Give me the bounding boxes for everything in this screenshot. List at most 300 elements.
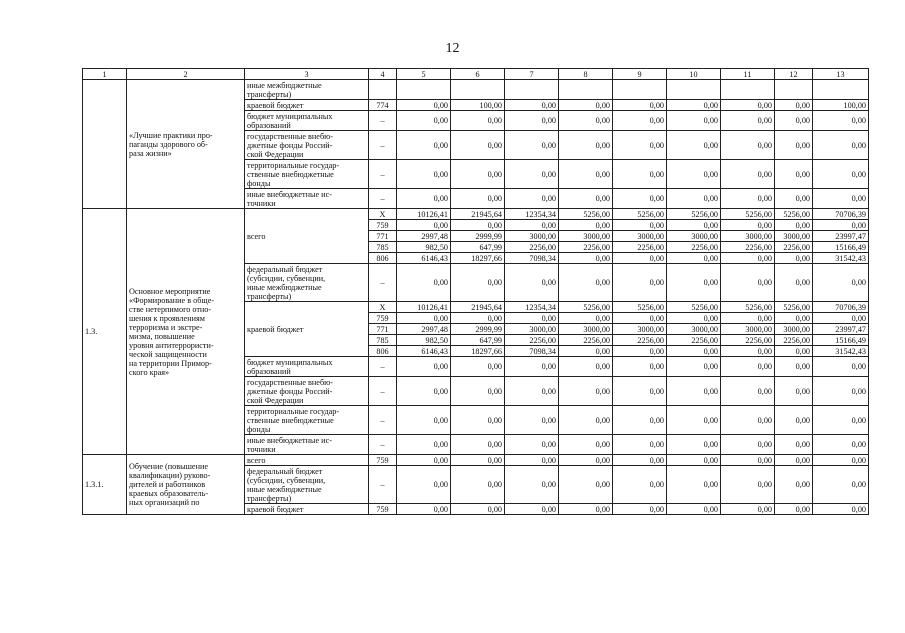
value-cell xyxy=(813,189,869,209)
value-cell xyxy=(813,406,869,435)
value-cell-text: 10126,41 xyxy=(417,302,448,312)
value-cell xyxy=(451,302,505,313)
value-cell xyxy=(667,209,721,220)
value-cell-text: 100,00 xyxy=(479,100,502,110)
value-cell xyxy=(667,313,721,324)
value-cell xyxy=(451,220,505,231)
value-cell-text: 0,00 xyxy=(795,253,810,263)
item-title-text: Основное мероприятие «Формирование в обще- стве нетерпимого отно- шения к проявлениям терроризма и экстре- мизма, повышение уровня антитеррористи- ческой защищенности на территории Примор- ского края» xyxy=(129,286,215,377)
value-cell xyxy=(667,406,721,435)
value-cell xyxy=(559,189,613,209)
value-cell xyxy=(721,324,775,335)
value-cell-text: 0,00 xyxy=(487,504,502,514)
column-header-text: 13 xyxy=(836,69,845,79)
value-cell xyxy=(559,346,613,357)
value-cell xyxy=(775,231,813,242)
value-cell-text: 18297,66 xyxy=(471,346,502,356)
value-cell-text: 5256,00 xyxy=(583,302,610,312)
value-cell xyxy=(397,220,451,231)
item-number xyxy=(83,209,127,455)
value-cell xyxy=(813,100,869,111)
value-cell-text: 0,00 xyxy=(851,116,866,125)
value-cell-text: 0,00 xyxy=(703,362,718,371)
value-cell xyxy=(775,209,813,220)
value-cell xyxy=(721,220,775,231)
value-cell xyxy=(721,357,775,377)
value-cell xyxy=(451,504,505,515)
value-cell-text: 0,00 xyxy=(795,140,810,150)
funding-source xyxy=(245,406,369,435)
table-row xyxy=(83,209,869,220)
value-cell xyxy=(813,346,869,357)
value-cell-text: 0,00 xyxy=(487,278,502,287)
value-cell xyxy=(775,377,813,406)
budget-code xyxy=(369,435,397,455)
value-cell xyxy=(613,209,667,220)
value-cell-text: 12354,34 xyxy=(525,209,556,219)
column-header xyxy=(505,69,559,80)
value-cell xyxy=(451,406,505,435)
value-cell-text: 0,00 xyxy=(757,362,772,371)
value-cell-text: 0,00 xyxy=(595,313,610,323)
value-cell-text: 3000,00 xyxy=(745,324,772,334)
value-cell-text: 0,00 xyxy=(595,278,610,287)
value-cell-text: 0,00 xyxy=(433,440,448,449)
value-cell-text: 2256,00 xyxy=(529,335,556,345)
column-header xyxy=(83,69,127,80)
value-cell xyxy=(451,324,505,335)
value-cell-text: 0,00 xyxy=(795,169,810,179)
value-cell-text: 31542,43 xyxy=(835,253,866,263)
value-cell xyxy=(667,231,721,242)
value-cell xyxy=(667,357,721,377)
value-cell xyxy=(813,313,869,324)
value-cell xyxy=(775,80,813,100)
value-cell-text: 0,00 xyxy=(795,362,810,371)
funding-source-text: краевой бюджет xyxy=(247,100,304,110)
value-cell xyxy=(721,504,775,515)
value-cell xyxy=(667,111,721,131)
budget-code-text: 774 xyxy=(376,100,389,110)
value-cell-text: 0,00 xyxy=(433,455,448,465)
value-cell xyxy=(667,377,721,406)
value-cell-text: 0,00 xyxy=(795,480,810,489)
budget-code-text: 806 xyxy=(376,253,389,263)
value-cell-text: 0,00 xyxy=(649,504,664,514)
value-cell xyxy=(775,100,813,111)
budget-code-text: 759 xyxy=(376,220,389,230)
value-cell xyxy=(559,264,613,302)
value-cell-text: 3000,00 xyxy=(783,324,810,334)
value-cell xyxy=(505,324,559,335)
funding-source xyxy=(245,189,369,209)
value-cell xyxy=(613,220,667,231)
funding-source xyxy=(245,160,369,189)
value-cell xyxy=(505,111,559,131)
funding-source-text: федеральный бюджет (субсидии, субвенции, иные межбюджетные трансферты) xyxy=(247,264,326,301)
value-cell-text: 0,00 xyxy=(757,194,772,203)
value-cell xyxy=(667,100,721,111)
funding-source-text: иные внебюджетные ис- точники xyxy=(247,435,332,454)
budget-code xyxy=(369,111,397,131)
value-cell-text: 0,00 xyxy=(703,116,718,125)
value-cell-text: 3000,00 xyxy=(783,231,810,241)
value-cell-text: 0,00 xyxy=(487,386,502,396)
value-cell-text: 21945,64 xyxy=(471,209,502,219)
value-cell-text: 0,00 xyxy=(649,140,664,150)
value-cell-text: 0,00 xyxy=(757,116,772,125)
funding-source-text: иные межбюджетные трансферты) xyxy=(247,80,322,99)
value-cell-text: 0,00 xyxy=(433,504,448,514)
value-cell-text: 2256,00 xyxy=(583,242,610,252)
value-cell xyxy=(505,504,559,515)
value-cell xyxy=(559,160,613,189)
value-cell xyxy=(397,111,451,131)
value-cell-text: 0,00 xyxy=(795,386,810,396)
value-cell xyxy=(775,455,813,466)
value-cell-text: 0,00 xyxy=(703,100,718,110)
value-cell-text: 3000,00 xyxy=(745,231,772,241)
value-cell-text: 0,00 xyxy=(541,440,556,449)
value-cell xyxy=(451,253,505,264)
value-cell xyxy=(397,406,451,435)
column-header xyxy=(813,69,869,80)
value-cell xyxy=(721,189,775,209)
value-cell xyxy=(721,346,775,357)
budget-code-text: – xyxy=(380,116,385,125)
value-cell xyxy=(613,253,667,264)
value-cell-text: 0,00 xyxy=(649,346,664,356)
value-cell xyxy=(451,100,505,111)
value-cell-text: 0,00 xyxy=(595,169,610,179)
value-cell xyxy=(559,220,613,231)
value-cell xyxy=(721,253,775,264)
value-cell-text: 0,00 xyxy=(649,169,664,179)
funding-source-text: иные внебюджетные ис- точники xyxy=(247,189,332,208)
value-cell xyxy=(813,504,869,515)
funding-source-text: федеральный бюджет (субсидии, субвенции, иные межбюджетные трансферты) xyxy=(247,466,326,503)
value-cell xyxy=(397,455,451,466)
column-header-text: 2 xyxy=(183,69,188,79)
value-cell-text: 0,00 xyxy=(795,415,810,425)
value-cell xyxy=(559,131,613,160)
value-cell xyxy=(813,131,869,160)
value-cell xyxy=(451,189,505,209)
value-cell-text: 0,00 xyxy=(757,100,772,110)
column-header xyxy=(667,69,721,80)
page-number: 12 xyxy=(445,41,460,56)
column-header-text: 1 xyxy=(102,69,107,79)
funding-source xyxy=(245,131,369,160)
value-cell-text: 70706,39 xyxy=(835,209,866,219)
value-cell xyxy=(613,324,667,335)
value-cell-text: 0,00 xyxy=(595,220,610,230)
budget-code xyxy=(369,253,397,264)
budget-code xyxy=(369,220,397,231)
value-cell-text: 0,00 xyxy=(703,386,718,396)
value-cell xyxy=(667,189,721,209)
value-cell-text: 0,00 xyxy=(649,415,664,425)
funding-source-text: территориальные государ- ственные внебюджетные фонды xyxy=(247,160,340,188)
value-cell-text: 0,00 xyxy=(703,253,718,263)
table-row xyxy=(83,455,869,466)
value-cell xyxy=(559,455,613,466)
value-cell xyxy=(813,231,869,242)
value-cell xyxy=(397,231,451,242)
value-cell xyxy=(613,100,667,111)
value-cell-text: 0,00 xyxy=(433,140,448,150)
column-header-text: 10 xyxy=(689,69,698,79)
value-cell xyxy=(813,455,869,466)
value-cell-text: 0,00 xyxy=(595,415,610,425)
value-cell xyxy=(613,313,667,324)
value-cell-text: 3000,00 xyxy=(691,324,718,334)
value-cell-text: 0,00 xyxy=(487,440,502,449)
value-cell-text: 0,00 xyxy=(851,140,866,150)
value-cell-text: 982,50 xyxy=(425,335,448,345)
value-cell-text: 0,00 xyxy=(433,386,448,396)
value-cell-text: 18297,66 xyxy=(471,253,502,263)
item-title-text: «Лучшие практики про- паганды здорового об- раза жизни» xyxy=(129,130,213,158)
value-cell xyxy=(613,406,667,435)
value-cell-text: 0,00 xyxy=(487,313,502,323)
value-cell xyxy=(813,264,869,302)
column-header-text: 6 xyxy=(475,69,480,79)
value-cell-text: 2256,00 xyxy=(529,242,556,252)
value-cell-text: 0,00 xyxy=(649,100,664,110)
value-cell-text: 0,00 xyxy=(595,346,610,356)
budget-code-text: – xyxy=(380,415,385,425)
value-cell xyxy=(451,160,505,189)
funding-source-text: всего xyxy=(247,231,266,241)
budget-code-text: Х xyxy=(379,209,386,219)
funding-source xyxy=(245,504,369,515)
value-cell-text: 6146,43 xyxy=(421,346,448,356)
value-cell xyxy=(667,335,721,346)
budget-code xyxy=(369,80,397,100)
budget-code xyxy=(369,324,397,335)
value-cell xyxy=(559,302,613,313)
budget-code xyxy=(369,455,397,466)
value-cell-text: 0,00 xyxy=(595,253,610,263)
value-cell-text: 0,00 xyxy=(595,194,610,203)
budget-code xyxy=(369,131,397,160)
value-cell-text: 0,00 xyxy=(541,194,556,203)
budget-code xyxy=(369,357,397,377)
column-header-text: 11 xyxy=(743,69,752,79)
value-cell xyxy=(613,80,667,100)
value-cell xyxy=(721,160,775,189)
value-cell-text: 2999,99 xyxy=(475,324,502,334)
value-cell xyxy=(721,209,775,220)
value-cell-text: 0,00 xyxy=(595,480,610,489)
value-cell xyxy=(667,242,721,253)
value-cell-text: 0,00 xyxy=(851,504,866,514)
value-cell-text: 0,00 xyxy=(649,220,664,230)
value-cell xyxy=(813,80,869,100)
value-cell-text: 70706,39 xyxy=(835,302,866,312)
value-cell xyxy=(813,377,869,406)
value-cell xyxy=(451,313,505,324)
value-cell-text: 0,00 xyxy=(649,480,664,489)
value-cell xyxy=(613,111,667,131)
value-cell-text: 0,00 xyxy=(795,455,810,465)
value-cell xyxy=(397,209,451,220)
value-cell-text: 0,00 xyxy=(757,440,772,449)
item-title xyxy=(127,80,245,209)
value-cell-text: 5256,00 xyxy=(691,209,718,219)
value-cell xyxy=(775,406,813,435)
budget-code xyxy=(369,189,397,209)
funding-source xyxy=(245,302,369,357)
value-cell xyxy=(813,209,869,220)
value-cell-text: 0,00 xyxy=(795,440,810,449)
budget-code xyxy=(369,346,397,357)
value-cell-text: 0,00 xyxy=(757,346,772,356)
value-cell-text: 0,00 xyxy=(595,100,610,110)
value-cell xyxy=(505,160,559,189)
value-cell xyxy=(721,242,775,253)
value-cell xyxy=(721,80,775,100)
value-cell xyxy=(813,160,869,189)
value-cell xyxy=(775,131,813,160)
value-cell-text: 0,00 xyxy=(851,313,866,323)
value-cell-text: 0,00 xyxy=(433,362,448,371)
value-cell xyxy=(775,435,813,455)
budget-code-text: 759 xyxy=(376,504,389,514)
value-cell-text: 0,00 xyxy=(851,220,866,230)
value-cell-text: 23997,47 xyxy=(835,324,866,334)
value-cell xyxy=(451,357,505,377)
value-cell xyxy=(813,324,869,335)
value-cell xyxy=(505,466,559,504)
column-header xyxy=(451,69,505,80)
value-cell-text: 0,00 xyxy=(433,220,448,230)
column-header-text: 9 xyxy=(637,69,642,79)
value-cell-text: 0,00 xyxy=(541,100,556,110)
funding-source-text: краевой бюджет xyxy=(247,324,304,334)
value-cell xyxy=(721,111,775,131)
value-cell-text: 0,00 xyxy=(487,362,502,371)
value-cell xyxy=(613,189,667,209)
funding-source xyxy=(245,455,369,466)
value-cell xyxy=(613,160,667,189)
funding-source-text: всего xyxy=(247,455,266,465)
value-cell-text: 0,00 xyxy=(541,386,556,396)
value-cell-text: 3000,00 xyxy=(583,324,610,334)
value-cell-text: 5256,00 xyxy=(691,302,718,312)
value-cell-text: 0,00 xyxy=(487,194,502,203)
budget-code-text: – xyxy=(380,480,385,489)
value-cell-text: 0,00 xyxy=(433,313,448,323)
value-cell-text: 0,00 xyxy=(757,504,772,514)
value-cell xyxy=(451,435,505,455)
value-cell-text: 5256,00 xyxy=(745,302,772,312)
value-cell xyxy=(813,466,869,504)
value-cell xyxy=(451,242,505,253)
value-cell xyxy=(505,264,559,302)
value-cell xyxy=(813,435,869,455)
value-cell xyxy=(559,335,613,346)
value-cell xyxy=(613,131,667,160)
value-cell-text: 0,00 xyxy=(757,415,772,425)
value-cell-text: 31542,43 xyxy=(835,346,866,356)
value-cell xyxy=(559,357,613,377)
value-cell xyxy=(397,80,451,100)
value-cell-text: 0,00 xyxy=(649,313,664,323)
funding-source-text: краевой бюджет xyxy=(247,504,304,514)
value-cell-text: 982,50 xyxy=(425,242,448,252)
value-cell-text: 2256,00 xyxy=(783,242,810,252)
value-cell-text: 0,00 xyxy=(433,194,448,203)
value-cell-text: 2256,00 xyxy=(637,335,664,345)
value-cell xyxy=(721,231,775,242)
budget-code xyxy=(369,160,397,189)
value-cell-text: 647,99 xyxy=(479,242,502,252)
value-cell-text: 0,00 xyxy=(703,313,718,323)
value-cell xyxy=(613,335,667,346)
value-cell-text: 0,00 xyxy=(795,220,810,230)
value-cell-text: 0,00 xyxy=(649,440,664,449)
value-cell-text: 0,00 xyxy=(757,313,772,323)
value-cell xyxy=(397,346,451,357)
value-cell-text: 0,00 xyxy=(541,116,556,125)
value-cell-text: 5256,00 xyxy=(783,302,810,312)
value-cell-text: 0,00 xyxy=(649,362,664,371)
value-cell xyxy=(721,313,775,324)
value-cell-text: 0,00 xyxy=(487,116,502,125)
budget-code-text: – xyxy=(380,440,385,449)
funding-source-text: бюджет муниципальных образований xyxy=(247,357,333,376)
value-cell-text: 0,00 xyxy=(795,100,810,110)
value-cell xyxy=(397,466,451,504)
value-cell xyxy=(451,264,505,302)
value-cell xyxy=(451,209,505,220)
value-cell xyxy=(451,346,505,357)
value-cell xyxy=(667,80,721,100)
column-header-text: 7 xyxy=(529,69,534,79)
value-cell-text: 0,00 xyxy=(757,480,772,489)
budget-code xyxy=(369,504,397,515)
funding-source xyxy=(245,377,369,406)
value-cell-text: 0,00 xyxy=(433,480,448,489)
value-cell xyxy=(451,131,505,160)
value-cell xyxy=(721,406,775,435)
value-cell-text: 0,00 xyxy=(595,504,610,514)
budget-code xyxy=(369,313,397,324)
value-cell xyxy=(613,231,667,242)
column-header xyxy=(559,69,613,80)
value-cell xyxy=(559,504,613,515)
value-cell-text: 0,00 xyxy=(795,116,810,125)
value-cell-text: 0,00 xyxy=(649,455,664,465)
value-cell-text: 5256,00 xyxy=(745,209,772,219)
budget-code xyxy=(369,302,397,313)
value-cell xyxy=(775,466,813,504)
column-header-text: 4 xyxy=(380,69,385,79)
funding-source xyxy=(245,357,369,377)
item-number-text: 1.3. xyxy=(85,327,98,336)
value-cell xyxy=(397,264,451,302)
column-header xyxy=(775,69,813,80)
value-cell xyxy=(775,220,813,231)
value-cell-text: 0,00 xyxy=(649,194,664,203)
budget-code-text: – xyxy=(380,278,385,287)
value-cell-text: 2256,00 xyxy=(745,242,772,252)
value-cell-text: 0,00 xyxy=(595,362,610,371)
value-cell-text: 0,00 xyxy=(649,116,664,125)
value-cell-text: 0,00 xyxy=(541,504,556,514)
